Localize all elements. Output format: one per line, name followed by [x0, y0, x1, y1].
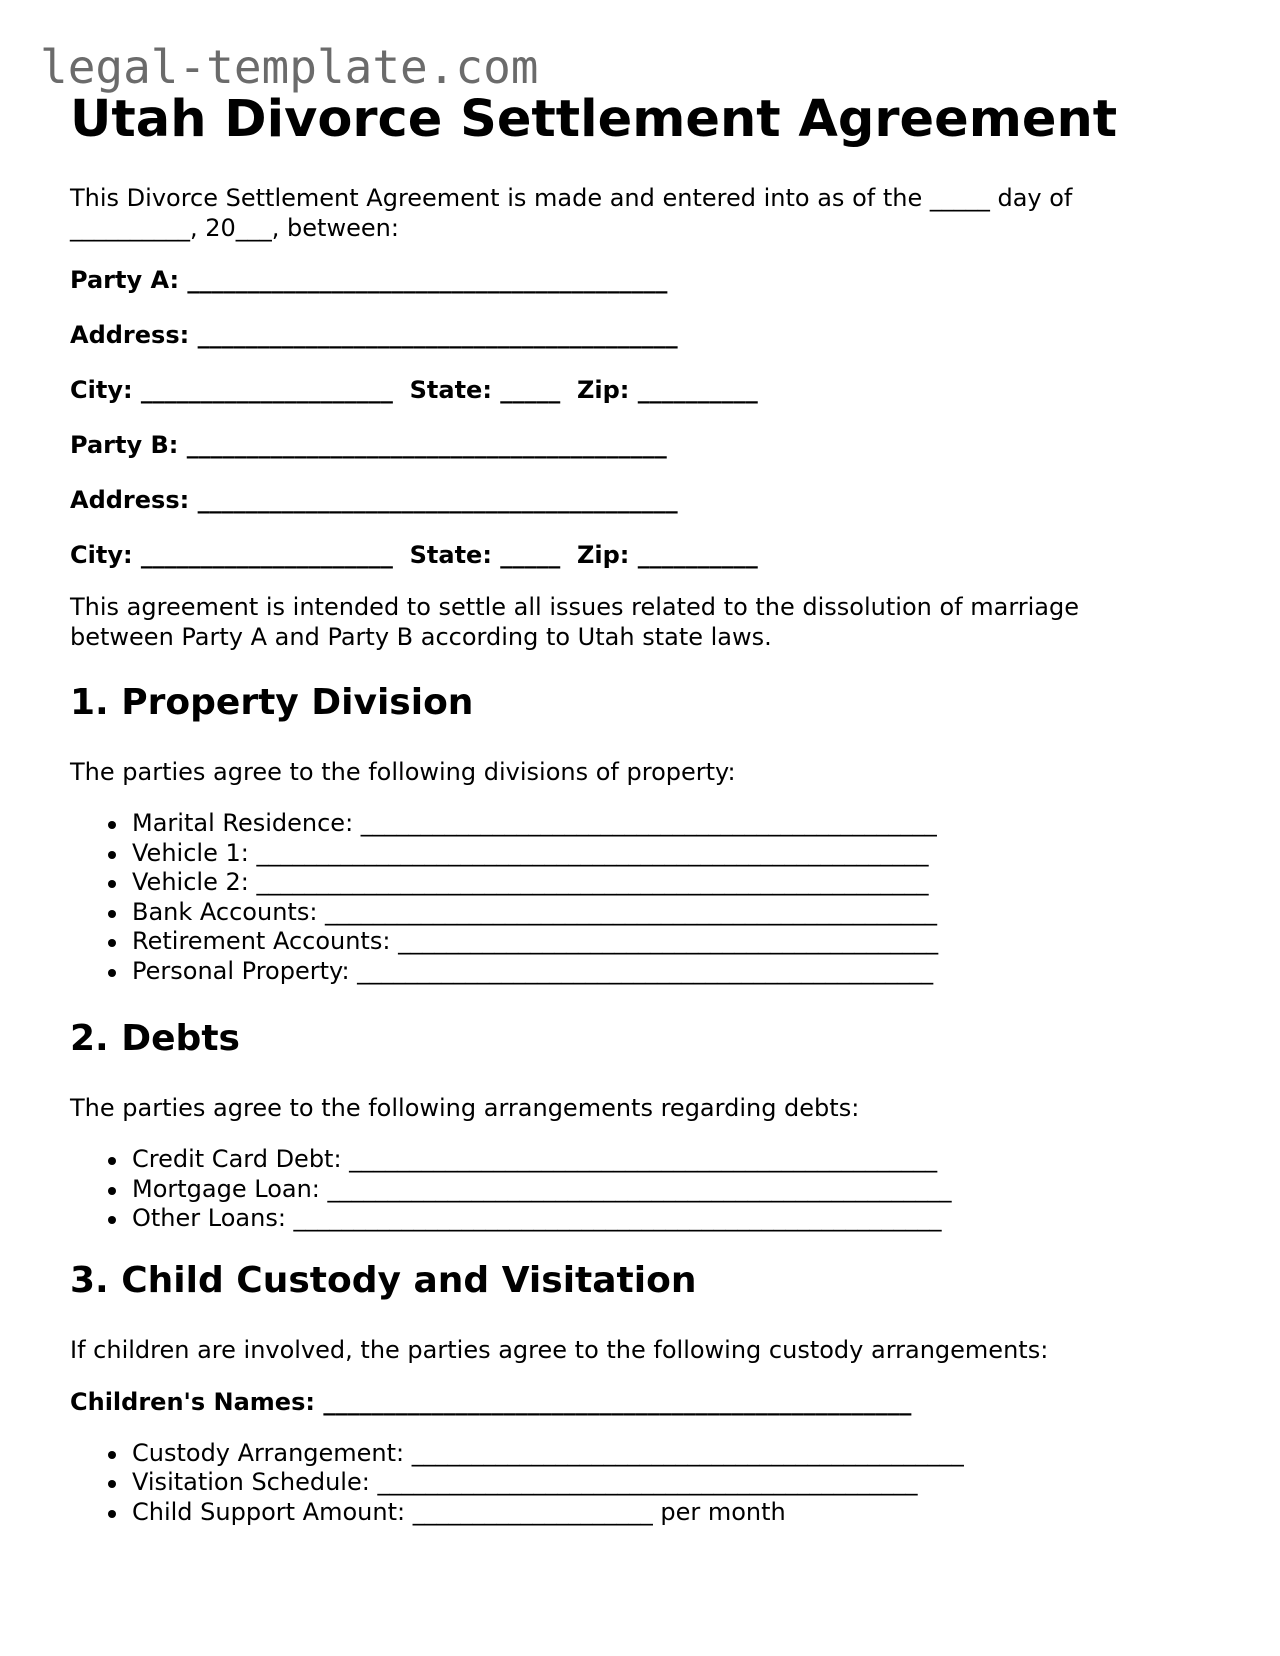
intro-paragraph: This Divorce Settlement Agreement is made and entered into as of the _____ day of __________, 20___, between: — [70, 184, 1073, 242]
watermark: legal-template.com — [40, 40, 539, 94]
list-item: Personal Property: ________________________________________________ — [132, 957, 1210, 987]
document-body — [70, 88, 1210, 1527]
list-item: Custody Arrangement: ______________________________________________ — [132, 1439, 1210, 1469]
section-heading-property: 1. Property Division — [70, 682, 474, 723]
custody-list — [70, 1439, 1210, 1528]
list-item: Vehicle 2: ________________________________________________________ — [132, 868, 1210, 898]
section-heading-debts: 2. Debts — [70, 1018, 240, 1059]
property-list — [70, 809, 1210, 986]
party-b-field: Party B: ________________________________________ — [70, 431, 667, 459]
page-title: Utah Divorce Settlement Agreement — [70, 90, 1118, 149]
list-item: Retirement Accounts: _____________________________________________ — [132, 927, 1210, 957]
party-a-city-state-zip-field: City: _____________________ State: _____ Zip: __________ — [70, 376, 758, 404]
custody-intro: If children are involved, the parties agree to the following custody arrangements: — [70, 1335, 1049, 1364]
list-item: Child Support Amount: ____________________ per month — [132, 1498, 1210, 1528]
party-b-city-state-zip-field: City: _____________________ State: _____ Zip: __________ — [70, 541, 758, 569]
debts-list — [70, 1145, 1210, 1234]
children-names-field: Children's Names: _________________________________________________ — [70, 1387, 912, 1416]
list-item: Marital Residence: ________________________________________________ — [132, 809, 1210, 839]
property-intro: The parties agree to the following divisions of property: — [70, 758, 736, 786]
section-heading-custody: 3. Child Custody and Visitation — [70, 1259, 697, 1301]
list-item: Mortgage Loan: ____________________________________________________ — [132, 1175, 1210, 1205]
party-b-address-field: Address: ________________________________________ — [70, 486, 678, 514]
list-item: Visitation Schedule: _____________________________________________ — [132, 1468, 1210, 1498]
party-a-field: Party A: ________________________________________ — [70, 266, 668, 294]
debts-intro: The parties agree to the following arrangements regarding debts: — [70, 1094, 860, 1122]
purpose-paragraph: This agreement is intended to settle all issues related to the dissolution of marriage between Party A and Party B according to Utah state laws. — [70, 593, 1080, 651]
list-item: Vehicle 1: ________________________________________________________ — [132, 839, 1210, 869]
party-a-address-field: Address: ________________________________________ — [70, 321, 678, 349]
list-item: Bank Accounts: ___________________________________________________ — [132, 898, 1210, 928]
list-item: Other Loans: ______________________________________________________ — [132, 1204, 1210, 1234]
list-item: Credit Card Debt: _________________________________________________ — [132, 1145, 1210, 1175]
